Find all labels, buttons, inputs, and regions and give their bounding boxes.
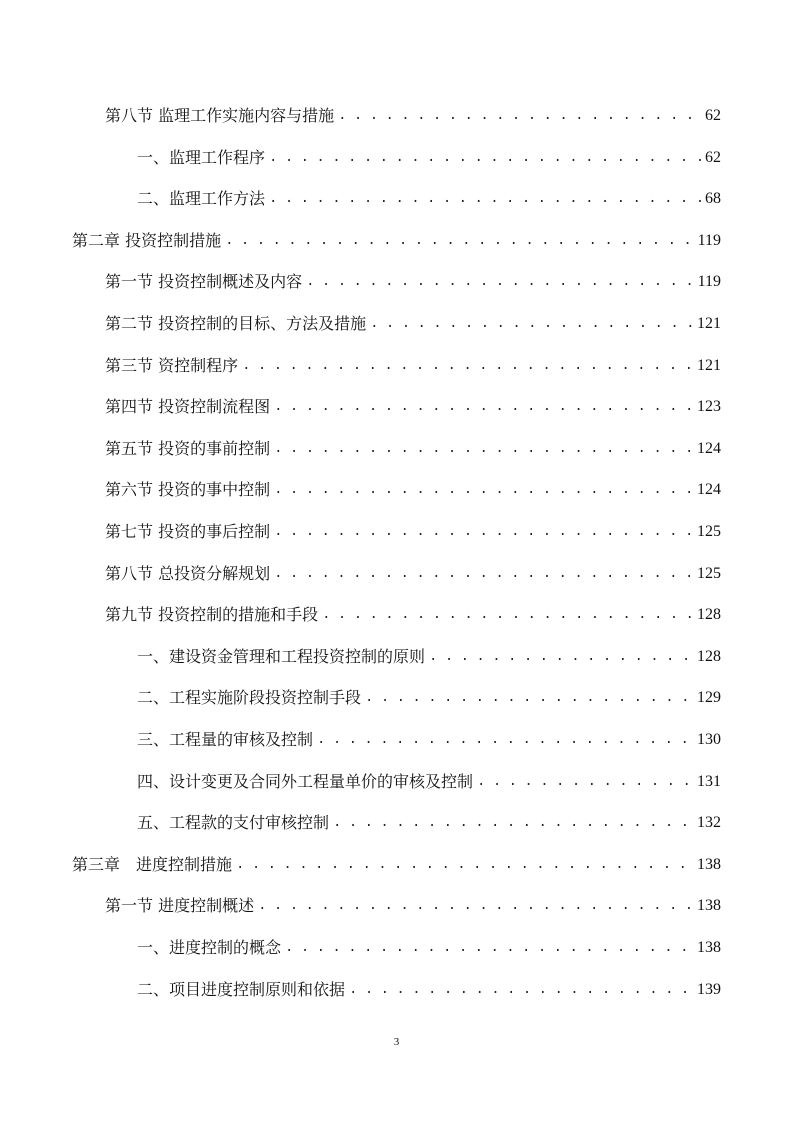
toc-entry-title: 第七节 投资的事后控制 bbox=[105, 522, 271, 541]
toc-entry[interactable] bbox=[137, 978, 721, 1002]
dot-leader bbox=[269, 146, 701, 170]
toc-entry[interactable] bbox=[105, 104, 721, 128]
toc-entry-page: 138 bbox=[697, 939, 721, 956]
toc-entry-page: 124 bbox=[697, 439, 721, 457]
toc-entry-page: 128 bbox=[697, 647, 721, 665]
toc-entry-title: 二、工程实施阶段投资控制手段 bbox=[137, 688, 362, 708]
toc-entry[interactable] bbox=[137, 686, 721, 710]
toc-entry-title: 第二节 投资控制的目标、方法及措施 bbox=[105, 314, 367, 333]
toc-entry[interactable] bbox=[137, 770, 721, 794]
dot-leader bbox=[370, 312, 693, 336]
toc-entry[interactable] bbox=[72, 853, 721, 877]
toc-entry-page: 125 bbox=[697, 564, 721, 582]
toc-entry[interactable] bbox=[105, 395, 721, 419]
toc-entry-page: 138 bbox=[697, 897, 721, 915]
toc-entry-page: 130 bbox=[697, 731, 721, 748]
dot-leader bbox=[274, 478, 693, 502]
toc-entry-page: 139 bbox=[697, 980, 721, 998]
dot-leader bbox=[225, 229, 694, 253]
toc-entry-page: 125 bbox=[697, 523, 721, 540]
dot-leader bbox=[242, 354, 693, 378]
toc-entry-title: 第四节 投资控制流程图 bbox=[105, 397, 271, 417]
toc-entry-title: 一、进度控制的概念 bbox=[137, 938, 282, 957]
toc-entry[interactable] bbox=[105, 270, 721, 294]
toc-entry-title: 二、监理工作方法 bbox=[137, 189, 266, 209]
dot-leader bbox=[322, 603, 693, 627]
dot-leader bbox=[477, 770, 693, 794]
toc-entry-page: 121 bbox=[697, 356, 721, 374]
toc-entry[interactable] bbox=[137, 936, 721, 960]
dot-leader bbox=[274, 520, 693, 544]
toc-entry-title: 一、建设资金管理和工程投资控制的原则 bbox=[137, 646, 426, 666]
dot-leader bbox=[274, 395, 693, 419]
toc-entry-page: 132 bbox=[697, 814, 721, 832]
toc-entry[interactable] bbox=[105, 562, 721, 586]
dot-leader bbox=[258, 894, 693, 918]
toc-entry[interactable] bbox=[72, 229, 721, 253]
dot-leader bbox=[269, 187, 701, 211]
toc-entry-title: 三、工程量的审核及控制 bbox=[137, 730, 314, 749]
toc-entry-page: 119 bbox=[697, 231, 721, 249]
toc-entry-title: 第一节 进度控制概述 bbox=[105, 896, 255, 916]
dot-leader bbox=[349, 978, 693, 1002]
toc-entry[interactable] bbox=[137, 811, 721, 835]
dot-leader bbox=[429, 645, 693, 669]
toc-entry-page: 62 bbox=[705, 148, 721, 166]
toc-entry-title: 第八节 监理工作实施内容与措施 bbox=[105, 106, 335, 125]
dot-leader bbox=[333, 811, 693, 835]
dot-leader bbox=[274, 437, 693, 461]
toc-entry-title: 第六节 投资的事中控制 bbox=[105, 480, 271, 500]
dot-leader bbox=[236, 853, 693, 877]
toc-entry[interactable] bbox=[105, 354, 721, 378]
dot-leader bbox=[365, 686, 693, 710]
toc-entry[interactable] bbox=[105, 603, 721, 627]
toc-entry-title: 第一节 投资控制概述及内容 bbox=[105, 272, 303, 292]
toc-entry[interactable] bbox=[137, 146, 721, 170]
toc-entry-title: 第五节 投资的事前控制 bbox=[105, 438, 271, 458]
toc-entry[interactable] bbox=[105, 437, 721, 461]
toc-entry-title: 一、监理工作程序 bbox=[137, 147, 266, 167]
toc-entry-page: 123 bbox=[697, 398, 721, 416]
page-number: 3 bbox=[393, 1036, 400, 1048]
toc-entry[interactable] bbox=[105, 478, 721, 502]
dot-leader bbox=[306, 270, 694, 294]
dot-leader bbox=[285, 936, 693, 960]
toc-entry-title: 第三章 进度控制措施 bbox=[72, 854, 233, 874]
toc-entry-title: 五、工程款的支付审核控制 bbox=[137, 813, 330, 833]
dot-leader bbox=[338, 104, 701, 128]
toc-entry[interactable] bbox=[137, 728, 721, 752]
toc-entry-title: 四、设计变更及合同外工程量单价的审核及控制 bbox=[137, 771, 474, 791]
toc-entry-title: 第三节 资控制程序 bbox=[105, 355, 239, 375]
dot-leader bbox=[274, 562, 693, 586]
toc-entry-page: 128 bbox=[697, 606, 721, 624]
toc-entry-page: 121 bbox=[697, 315, 721, 332]
toc-entry[interactable] bbox=[105, 520, 721, 544]
toc-entry-title: 第二章 投资控制措施 bbox=[72, 230, 222, 250]
toc-entry[interactable] bbox=[137, 645, 721, 669]
toc-entry-title: 第八节 总投资分解规划 bbox=[105, 563, 271, 583]
toc-entry-page: 124 bbox=[697, 481, 721, 499]
toc-entry-page: 138 bbox=[697, 855, 721, 873]
toc-entry-title: 二、项目进度控制原则和依据 bbox=[137, 979, 346, 999]
toc-entry[interactable] bbox=[137, 187, 721, 211]
dot-leader bbox=[317, 728, 693, 752]
toc-entry[interactable] bbox=[105, 894, 721, 918]
toc-entry-page: 129 bbox=[697, 689, 721, 707]
toc-entry[interactable] bbox=[105, 312, 721, 336]
toc-entry-page: 119 bbox=[697, 273, 721, 291]
toc-entry-title: 第九节 投资控制的措施和手段 bbox=[105, 605, 319, 625]
toc-entry-page: 131 bbox=[697, 772, 721, 790]
toc-entry-page: 68 bbox=[705, 190, 721, 208]
toc-entry-page: 62 bbox=[705, 107, 721, 124]
